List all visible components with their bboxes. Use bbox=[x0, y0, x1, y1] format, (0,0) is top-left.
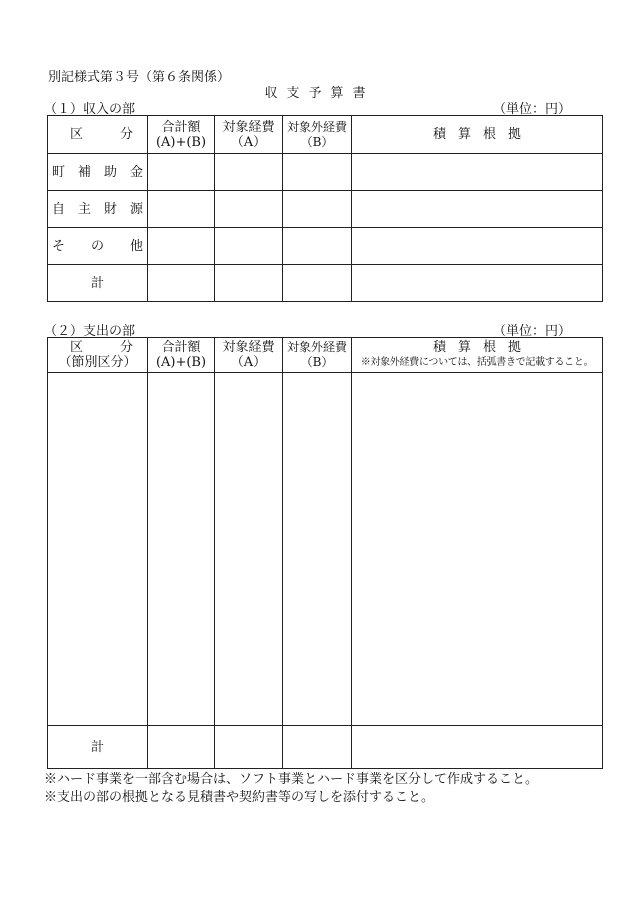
income-unit: （単位：円） bbox=[492, 102, 571, 117]
expense-header-kubun: 区 分 （節別区分） bbox=[48, 338, 148, 373]
income-cell[interactable] bbox=[283, 154, 352, 191]
expense-total-label: 計 bbox=[48, 726, 148, 769]
document-title: 収支予算書 bbox=[264, 86, 375, 101]
income-row-own-funds bbox=[48, 191, 603, 228]
income-row-label: 自 主 財 源 bbox=[48, 191, 148, 228]
income-cell[interactable] bbox=[148, 154, 215, 191]
income-cell[interactable] bbox=[215, 154, 283, 191]
footnote-hard-project: ※ハード事業を一部含む場合は、ソフト事業とハード事業を区分して作成すること。 bbox=[44, 772, 539, 787]
expense-cell[interactable] bbox=[283, 726, 352, 769]
income-header-nontarget: 対象外経費 （B） bbox=[283, 116, 352, 154]
expense-basis-note: ※対象外経費については、括弧書きで記載すること。 bbox=[360, 357, 594, 368]
income-cell[interactable] bbox=[215, 191, 283, 228]
income-header-total: 合計額 (A)+(B) bbox=[148, 116, 215, 154]
expense-cell[interactable] bbox=[283, 373, 352, 726]
income-cell[interactable] bbox=[148, 228, 215, 265]
expense-total-row bbox=[48, 726, 603, 769]
expense-cell[interactable] bbox=[352, 726, 603, 769]
income-section-title: （１）収入の部 bbox=[44, 102, 136, 117]
income-row-other bbox=[48, 228, 603, 265]
expense-body-row bbox=[48, 373, 603, 726]
income-cell[interactable] bbox=[148, 265, 215, 302]
income-table bbox=[47, 115, 603, 302]
expense-cell[interactable] bbox=[148, 373, 215, 726]
expense-cell[interactable] bbox=[48, 373, 148, 726]
income-cell[interactable] bbox=[215, 228, 283, 265]
expense-header-basis: 積算根拠 ※対象外経費については、括弧書きで記載すること。 bbox=[352, 338, 603, 373]
expense-cell[interactable] bbox=[148, 726, 215, 769]
income-header-target: 対象経費 （A） bbox=[215, 116, 283, 154]
expense-header-target: 対象経費 （A） bbox=[215, 338, 283, 373]
expense-section-title: （２）支出の部 bbox=[44, 324, 136, 339]
income-header-row bbox=[48, 116, 603, 154]
income-row-label: そ の 他 bbox=[48, 228, 148, 265]
expense-table bbox=[47, 337, 603, 769]
income-cell[interactable] bbox=[215, 265, 283, 302]
income-total-label: 計 bbox=[48, 265, 148, 302]
income-cell[interactable] bbox=[283, 228, 352, 265]
income-total-row bbox=[48, 265, 603, 302]
expense-unit: （単位：円） bbox=[492, 324, 571, 339]
expense-header-total: 合計額 (A)+(B) bbox=[148, 338, 215, 373]
expense-header-row bbox=[48, 338, 603, 373]
income-header-basis: 積算根拠 bbox=[352, 116, 603, 154]
expense-cell[interactable] bbox=[215, 373, 283, 726]
income-cell[interactable] bbox=[352, 154, 603, 191]
form-identifier: 別記様式第３号（第６条関係） bbox=[48, 70, 231, 85]
income-row-subsidy bbox=[48, 154, 603, 191]
income-cell[interactable] bbox=[148, 191, 215, 228]
income-row-label: 町 補 助 金 bbox=[48, 154, 148, 191]
income-cell[interactable] bbox=[283, 265, 352, 302]
income-cell[interactable] bbox=[283, 191, 352, 228]
income-cell[interactable] bbox=[352, 228, 603, 265]
footnote-attachments: ※支出の部の根拠となる見積書や契約書等の写しを添付すること。 bbox=[44, 790, 435, 805]
expense-cell[interactable] bbox=[215, 726, 283, 769]
income-cell[interactable] bbox=[352, 265, 603, 302]
income-header-kubun: 区 分 bbox=[48, 116, 148, 154]
expense-header-nontarget: 対象外経費 （B） bbox=[283, 338, 352, 373]
income-cell[interactable] bbox=[352, 191, 603, 228]
expense-cell[interactable] bbox=[352, 373, 603, 726]
